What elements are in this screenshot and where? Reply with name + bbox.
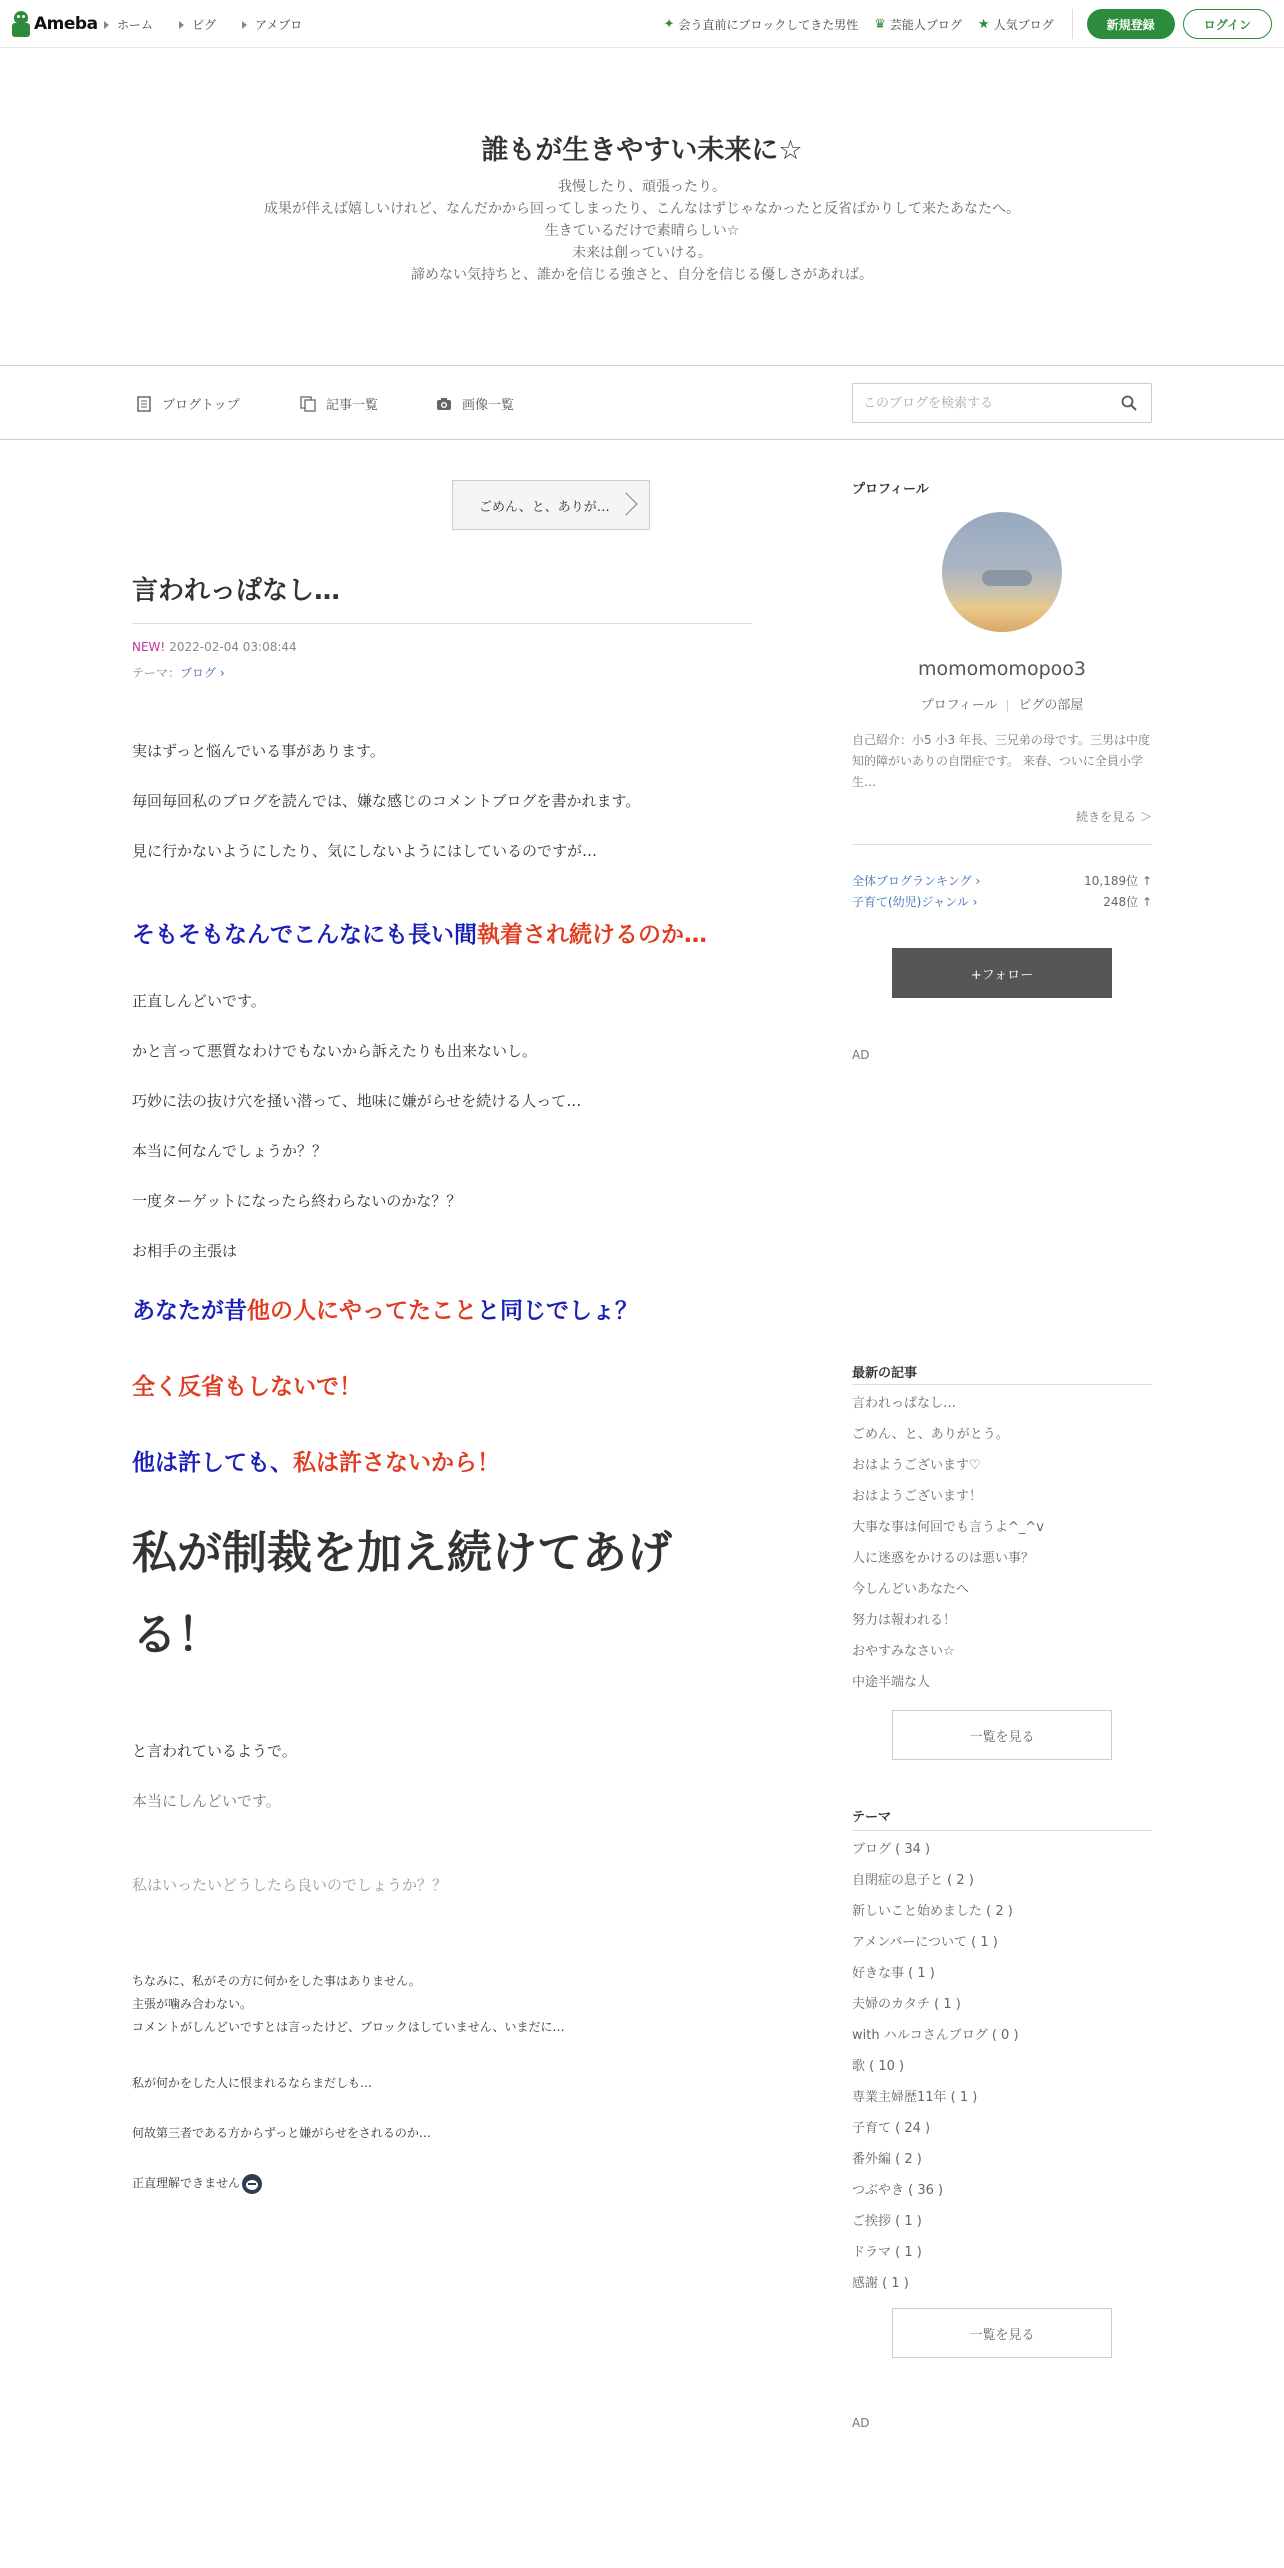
gnav-topic-link[interactable] [664, 16, 859, 33]
article-date: 2022-02-04 03:08:44 [169, 640, 297, 654]
article-paragraph: 私はいったいどうしたら良いのでしょうか？？ [132, 1876, 448, 1894]
theme-list-item[interactable]: 自閉症の息子と ( 2 ) [852, 1873, 974, 1888]
recent-article-link[interactable]: 今しんどいあなたへ [852, 1582, 970, 1597]
recent-see-all-button[interactable]: 一覧を見る [892, 1710, 1112, 1760]
blog-description-line: 未来は創っていける。 [572, 245, 712, 261]
heading-blue-text: 他は許しても、 [132, 1450, 293, 1476]
ad-label: AD [852, 1048, 870, 1062]
prev-article-button[interactable] [452, 480, 650, 530]
avatar[interactable] [942, 512, 1062, 632]
blog-nav [0, 366, 1284, 440]
ranking-label: 子育て(幼児)ジャンル [852, 895, 969, 909]
search-icon[interactable] [1121, 395, 1137, 411]
article-small-text [132, 1970, 564, 2039]
recent-article-link[interactable]: おはようございます♡ [852, 1458, 981, 1473]
article-small-line: 主張が噛み合わない。 [132, 1997, 253, 2011]
article-small-line: 私が何かをした人に恨まれるならまだしも… [132, 2076, 373, 2090]
article-meta [132, 640, 297, 654]
theme-list-item[interactable]: アメンバーについて ( 1 ) [852, 1935, 998, 1950]
recent-articles-list [852, 1392, 1152, 1702]
gnav-link-label: ピグ [192, 18, 217, 32]
heading-red-text: 全く反省もしないで！ [132, 1374, 362, 1400]
chevron-right-icon: › [971, 874, 981, 888]
triangle-right-icon [179, 21, 184, 29]
recent-article-link[interactable]: 努力は報われる！ [852, 1613, 957, 1628]
article-paragraph: と言われているようで。 [132, 1742, 297, 1760]
read-more-link[interactable]: 続きを見る ＞ [1076, 810, 1152, 824]
gnav-links [104, 16, 328, 33]
theme-list-item[interactable]: つぶやき ( 36 ) [852, 2183, 944, 2198]
article-small-text-span: 正直理解できません [132, 2176, 241, 2190]
theme-heading: テーマ [852, 1810, 892, 1825]
divider [852, 844, 1152, 845]
pigg-room-link[interactable]: ピグの部屋 [1018, 698, 1084, 713]
heading-red-text: 執着され続けるのか… [477, 922, 707, 948]
heading-red-text: 他の人にやってたこと [247, 1298, 477, 1324]
article-list-label: 記事一覧 [326, 398, 379, 413]
theme-list-item[interactable]: ブログ ( 34 ) [852, 1842, 931, 1857]
divider [852, 1830, 1152, 1831]
theme-list-item[interactable]: 夫婦のカタチ ( 1 ) [852, 1997, 961, 2012]
gnav-link-label: ホーム [117, 18, 154, 32]
theme-list-item[interactable]: 新しいこと始めました ( 2 ) [852, 1904, 1013, 1919]
gnav-popular-label: 人気ブログ [993, 17, 1054, 32]
article-heading [132, 1444, 500, 1477]
article-paragraph: 正直しんどいです。 [132, 992, 266, 1010]
article-paragraph: 本当に何なんでしょうか？？ [132, 1142, 328, 1160]
recent-article-link[interactable]: 大事な事は何回でも言うよ^_^v [852, 1520, 1044, 1535]
gnav-popular-link[interactable] [978, 16, 1054, 33]
blog-title[interactable]: 誰もが生きやすい未来に☆ [481, 135, 803, 166]
heading-blue-text: と同じでしょ？ [477, 1298, 638, 1324]
heading-blue-text: あなたが昔 [132, 1298, 247, 1324]
gnav-celebrity-link[interactable] [874, 16, 962, 33]
article-small-line: 何故第三者である方からずっと嫌がらせをされるのか… [132, 2126, 431, 2140]
blog-search-input[interactable] [853, 384, 1093, 422]
profile-links [852, 694, 1152, 713]
recent-article-link[interactable]: ごめん、と、ありがとう。 [852, 1427, 1009, 1442]
ranking-label: 全体ブログランキング [852, 874, 972, 888]
article-heading [132, 916, 707, 949]
ranking-value: 248位 ↑ [1103, 895, 1152, 909]
theme-see-all-button[interactable]: 一覧を見る [892, 2308, 1112, 2358]
gnav-topic-label: 会う直前にブロックしてきた男性 [678, 17, 859, 32]
ad-label: AD [852, 2416, 870, 2430]
article-large-heading: 私が制裁を加え続けてあげる！ [132, 1526, 673, 1661]
theme-list-item[interactable]: ドラマ ( 1 ) [852, 2245, 922, 2260]
copy-icon [300, 396, 316, 412]
theme-list-item[interactable]: 感謝 ( 1 ) [852, 2276, 909, 2291]
article-paragraph: 本当にしんどいです。 [132, 1792, 281, 1810]
prev-article-label: ごめん、と、ありが… [479, 499, 610, 515]
theme-link-text: ブログ [180, 666, 217, 680]
theme-list-item[interactable]: 番外編 ( 2 ) [852, 2152, 922, 2167]
ameba-logo-icon [12, 11, 30, 37]
image-list-link[interactable] [436, 394, 514, 413]
recent-article-link[interactable]: 中途半端な人 [852, 1675, 931, 1690]
article-small-line: ちなみに、私がその方に何かをした事はありません。 [132, 1974, 421, 1988]
theme-list-item[interactable]: 子育て ( 24 ) [852, 2121, 931, 2136]
gnav-link-pigg[interactable] [179, 16, 216, 33]
blog-description-line: 成果が伴えば嬉しいけれど、なんだかから回ってしまったり、こんなはずじゃなかったと反省ばかりして来たあなたへ。 [264, 201, 1020, 217]
gnav-link-label: アメブロ [255, 18, 303, 32]
document-icon [136, 396, 152, 412]
recent-article-link[interactable]: 言われっぱなし… [852, 1396, 957, 1411]
logo-text: Ameba [34, 14, 98, 34]
article-paragraph: お相手の主張は [132, 1242, 238, 1260]
username[interactable]: momomomopoo3 [918, 658, 1086, 680]
blog-top-label: ブログトップ [162, 398, 240, 413]
profile-intro: 自己紹介：小5 小3 年長、三兄弟の母です。三男は中度知的障がいありの自閉症です。 来春、ついに全員小学生… [852, 733, 1150, 789]
crown-icon: ♛ [874, 16, 886, 32]
gnav-right [664, 8, 1272, 40]
theme-list-item[interactable]: 好きな事 ( 1 ) [852, 1966, 935, 1981]
theme-list-item[interactable]: with ハルコさんブログ ( 0 ) [852, 2028, 1019, 2043]
image-list-label: 画像一覧 [462, 398, 515, 413]
blog-search [852, 383, 1152, 423]
ranking-value: 10,189位 ↑ [1084, 874, 1152, 888]
blog-description-line: 我慢したり、頑張ったり。 [558, 179, 726, 195]
gnav-link-ameblo[interactable] [242, 16, 302, 33]
article-small-line: コメントがしんどいですとは言ったけど、ブロックはしていません、いまだに… [132, 2020, 565, 2034]
recent-article-link[interactable]: おはようございます！ [852, 1489, 983, 1504]
article-paragraph: 一度ターゲットになったら終わらないのかな？？ [132, 1192, 462, 1210]
article-paragraph: 見に行かないようにしたり、気にしないようにはしているのですが… [132, 842, 598, 860]
global-nav [0, 0, 1284, 48]
profile-heading: プロフィール [852, 482, 929, 497]
profile-link[interactable]: プロフィール [920, 698, 998, 713]
recent-articles-heading: 最新の記事 [852, 1366, 918, 1381]
article-heading [132, 1368, 362, 1401]
divider [1072, 9, 1073, 39]
ranking-row[interactable] [852, 872, 1152, 889]
new-badge: NEW! [132, 640, 166, 654]
triangle-right-icon [242, 21, 247, 29]
blog-description-line: 生きているだけで素晴らしい☆ [544, 223, 740, 239]
divider [852, 1384, 1152, 1385]
sparkle-icon: ✦ [663, 16, 675, 32]
article-small-line [132, 2172, 262, 2195]
blog-description-line: 諦めない気持ちと、誰かを信じる強さと、自分を信じる優しさがあれば。 [411, 267, 873, 283]
star-icon: ★ [977, 16, 990, 32]
recent-article-link[interactable]: おやすみなさい☆ [852, 1644, 955, 1659]
theme-list-item[interactable]: 歌 ( 10 ) [852, 2059, 905, 2074]
blog-top-link[interactable] [136, 394, 240, 413]
divider [1007, 700, 1008, 712]
article-list-link[interactable] [300, 394, 378, 413]
follow-button[interactable]: +フォロー [892, 948, 1112, 998]
theme-link[interactable]: ブログ › [180, 666, 225, 680]
theme-list-item[interactable]: 専業主婦歴11年 ( 1 ) [852, 2090, 978, 2105]
article-theme [132, 664, 225, 681]
heading-blue-text: そもそもなんでこんなにも長い間 [132, 922, 477, 948]
chevron-right-icon [615, 493, 638, 516]
article-title[interactable]: 言われっぱなし… [132, 570, 752, 624]
blog-description [0, 176, 1284, 286]
ameba-logo[interactable] [12, 11, 98, 37]
article-paragraph: 毎回毎回私のブログを読んでは、嫌な感じのコメントブログを書かれます。 [132, 792, 641, 810]
article-paragraph: かと言って悪質なわけでもないから訴えたりも出来ないし。 [132, 1042, 538, 1060]
login-button[interactable]: ログイン [1183, 9, 1272, 39]
embarrassed-emoji-icon [242, 2174, 262, 2194]
ranking-row[interactable] [852, 893, 1152, 910]
theme-list-item[interactable]: ご挨拶 ( 1 ) [852, 2214, 922, 2229]
theme-list [852, 1838, 1152, 2303]
theme-label: テーマ： [132, 666, 181, 680]
article-paragraph: 実はずっと悩んでいる事があります。 [132, 742, 385, 760]
chevron-right-icon: › [968, 895, 978, 909]
article-heading [132, 1292, 638, 1325]
recent-article-link[interactable]: 人に迷惑をかけるのは悪い事？ [852, 1551, 1035, 1566]
heading-red-text: 私は許さないから！ [293, 1450, 500, 1476]
register-button[interactable]: 新規登録 [1087, 9, 1175, 39]
gnav-link-home[interactable] [104, 16, 153, 33]
camera-icon [436, 396, 452, 412]
triangle-right-icon [104, 21, 109, 29]
gnav-celebrity-label: 芸能人ブログ [889, 17, 962, 32]
blog-header [0, 48, 1284, 366]
article-paragraph: 巧妙に法の抜け穴を掻い潜って、地味に嫌がらせを続ける人って… [132, 1092, 582, 1110]
